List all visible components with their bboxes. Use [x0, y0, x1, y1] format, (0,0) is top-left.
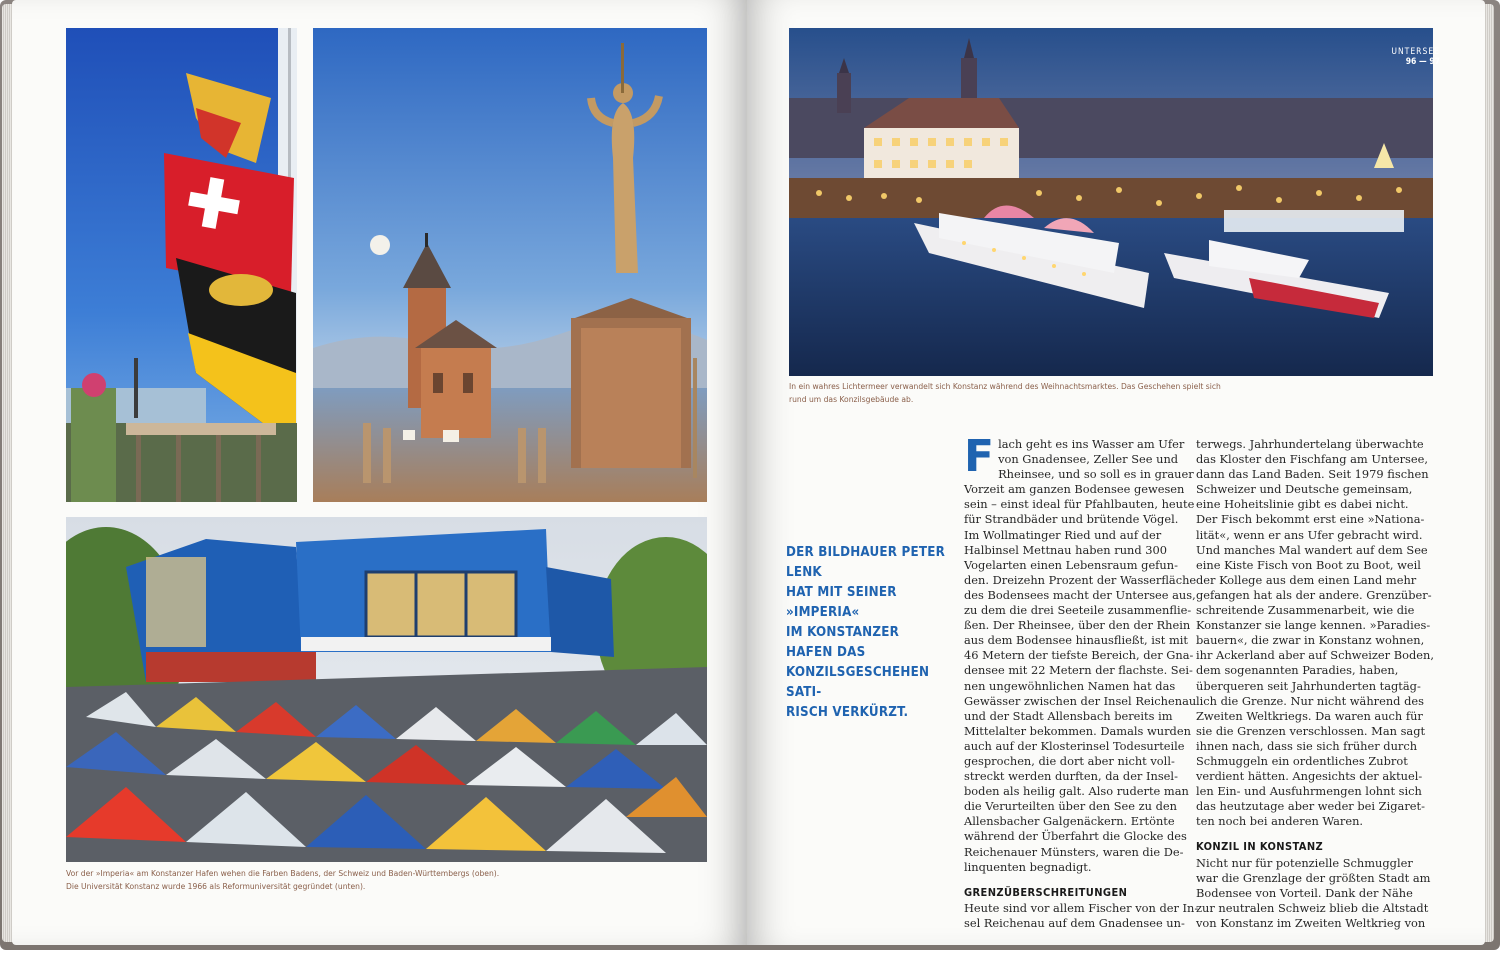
body-text-line: die Verurteilten über den See zu den [964, 799, 1177, 814]
body-text-line: len Ein- und Ausfuhrmengen lohnt sich [1196, 784, 1422, 799]
body-text-line: war die Grenzlage der größten Stadt am [1196, 870, 1431, 885]
body-text-line: 46 Metern der tiefste Bereich, der Gna- [964, 648, 1194, 663]
body-text-after-subhead [964, 900, 1199, 931]
body-text-line: von Gnadensee, Zeller See und [998, 452, 1179, 467]
caption-right-line-2: rund um das Konzilsgebäude ab. [789, 394, 914, 404]
body-text-line: ihnen nach, dass sie sich früher durch [1196, 738, 1418, 753]
body-text-line: Nicht nur für potenzielle Schmuggler [1196, 855, 1413, 870]
pullquote-line: IM KONSTANZER HAFEN DAS [786, 625, 900, 660]
body-text-line: sel Reichenau auf dem Gnadensee un- [964, 915, 1185, 930]
body-text-line: Heute sind vor allem Fischer von der In- [964, 900, 1199, 915]
body-text-line: Mittelalter bekommen. Damals wurden [964, 723, 1191, 738]
body-text-line: nen ungewöhnlichen Namen hat das [964, 678, 1176, 693]
body-text-line: das Kloster den Fischfang am Untersee, [1196, 452, 1429, 467]
folio-section: UNTERSEE [1391, 47, 1440, 57]
body-text-line: Rheinsee, und so soll es in grauer [998, 467, 1194, 482]
article-column-2 [1196, 437, 1434, 931]
body-text-line: sein – einst ideal für Pfahlbauten, heute [964, 497, 1195, 512]
pullquote [786, 543, 946, 723]
subhead-grenzueberschreitungen: GRENZÜBERSCHREITUNGEN [964, 885, 1128, 899]
photo-christmas-market [789, 28, 1433, 376]
body-text-line: Der Fisch bekommt erst eine »Nationa- [1196, 512, 1425, 527]
caption-left-line-2: Die Universität Konstanz wurde 1966 als Reformuniversität gegründet (unten). [66, 881, 366, 891]
body-text-line: Schweizer und Deutsche gemeinsam, [1196, 482, 1413, 497]
body-text-line: Gewässer zwischen der Insel Reichenau [964, 693, 1197, 708]
body-text-line: den. Dreizehn Prozent der Wasserfläche [964, 572, 1197, 587]
body-text-line: densee mit 22 Metern der flachste. Sei- [964, 663, 1193, 678]
body-text-line: streckt werden durften, da der Insel- [964, 769, 1178, 784]
body-text-line: lich die Grenze. Nur nicht während des [1196, 693, 1424, 708]
photo-imperia [313, 28, 707, 502]
folio [1370, 47, 1440, 67]
body-text-line: gefangen hat als der andere. Grenzüber- [1196, 587, 1432, 602]
body-text-line: Schmuggeln ein ordentliches Zubrot [1196, 753, 1408, 768]
caption-left [66, 868, 706, 893]
pullquote-line: KONZILSGESCHEHEN SATI- [786, 665, 930, 700]
body-text-konzil [1196, 855, 1431, 931]
body-text-line: des Bodensees macht der Untersee aus, [964, 587, 1196, 602]
pullquote-line: HAT MIT SEINER »IMPERIA« [786, 585, 897, 620]
caption-right [789, 381, 1429, 406]
body-text-line: linquenten begnadigt. [964, 859, 1092, 874]
body-text-line: schreitende Zusammenarbeit, wie die [1196, 603, 1415, 618]
body-text-line: dann das Land Baden. Seit 1979 fischen [1196, 467, 1429, 482]
photo-university [66, 517, 707, 862]
body-text-line: auch auf der Klosterinsel Todesurteile [964, 738, 1185, 753]
caption-left-line-1: Vor der »Imperia« am Konstanzer Hafen wehen die Farben Badens, der Schweiz und Baden-Württembergs (oben). [66, 869, 500, 878]
body-text-line: verdient hätten. Angesichts der aktuel- [1196, 769, 1423, 784]
body-text-line: terwegs. Jahrhundertelang überwachte [1196, 437, 1424, 451]
body-text-line: zu dem die drei Seeteile zusammenflie- [964, 603, 1192, 618]
body-text-line: während der Überfahrt die Glocke des [964, 829, 1187, 844]
caption-right-line-1: In ein wahres Lichtermeer verwandelt sich Konstanz während des Weihnachtsmarktes. Das Geschehen spielt sich [789, 382, 1221, 391]
folio-page-numbers: 96 — 97 [1405, 57, 1440, 67]
body-text-line: sie die Grenzen verschlossen. Man sagt [1196, 723, 1426, 738]
pullquote-line: RISCH VERKÜRZT. [786, 705, 909, 720]
body-text-line: eine Kiste Fisch von Boot zu Boot, weil [1196, 557, 1421, 572]
photo-flags [66, 28, 297, 502]
body-text-line: ten noch bei anderen Waren. [1196, 814, 1364, 829]
body-text-line: Im Wollmatinger Ried und auf der [964, 527, 1162, 542]
body-text-line: Halbinsel Mettnau haben rund 300 [964, 542, 1168, 557]
body-text-intro [964, 431, 1197, 875]
body-text-line: das heutzutage aber weder bei Zigaret- [1196, 799, 1425, 814]
body-text-line: eine Hoheitslinie gibt es dabei nicht. [1196, 497, 1409, 512]
article-column-1 [964, 431, 1199, 931]
body-text-line: Bodensee von Vorteil. Dank der Nähe [1196, 885, 1413, 900]
body-text-line: für Strandbäder und brütende Vögel. [964, 512, 1179, 527]
body-text-line: Zweiten Weltkriegs. Da waren auch für [1196, 708, 1423, 723]
body-text-line: von Konstanz im Zweiten Weltkrieg von [1196, 915, 1426, 930]
body-text-line: dem sogenannten Paradies, haben, [1196, 663, 1399, 678]
body-text-line: ßen. Der Rheinsee, über den der Rhein [964, 618, 1191, 633]
body-text-line: und der Stadt Allensbach bereits im [964, 708, 1173, 723]
body-text-line: aus dem Bodensee hinausfließt, ist mit [964, 633, 1188, 648]
body-text-line: Vorzeit am ganzen Bodensee gewesen [964, 482, 1185, 497]
body-text-line: boden als heilig galt. Also ruderte man [964, 784, 1189, 799]
body-text-line: lität«, wenn er ans Ufer gebracht wird. [1196, 527, 1423, 542]
body-text-line: Vogelarten einen Lebensraum gefun- [964, 557, 1178, 572]
body-text-line: zur neutralen Schweiz blieb die Altstadt [1196, 900, 1429, 915]
body-text-line: Konstanzer sie lange kennen. »Paradies- [1196, 618, 1431, 633]
subhead-konzil-in-konstanz: KONZIL IN KONSTANZ [1196, 840, 1324, 854]
body-text-line: überqueren seit Jahrhunderten tagtäg- [1196, 678, 1421, 693]
body-text-line: Und manches Mal wandert auf dem See [1196, 542, 1428, 557]
drop-cap: F [964, 431, 995, 482]
body-text-line: bauern«, die zwar in Konstanz wohnen, [1196, 633, 1425, 648]
body-text-continued [1196, 437, 1434, 829]
body-text-line: Allensbacher Galgenäckern. Ertönte [964, 814, 1175, 829]
body-text-line: ihr Ackerland aber auf Schweizer Boden, [1196, 648, 1434, 663]
body-text-line: lach geht es ins Wasser am Ufer [998, 437, 1185, 451]
body-text-line: gesprochen, die dort aber nicht voll- [964, 753, 1175, 768]
pullquote-line: DER BILDHAUER PETER LENK [786, 545, 946, 580]
body-text-line: der Kollege aus dem einen Land mehr [1196, 572, 1417, 587]
body-text-line: Reichenauer Münsters, waren die De- [964, 844, 1184, 859]
